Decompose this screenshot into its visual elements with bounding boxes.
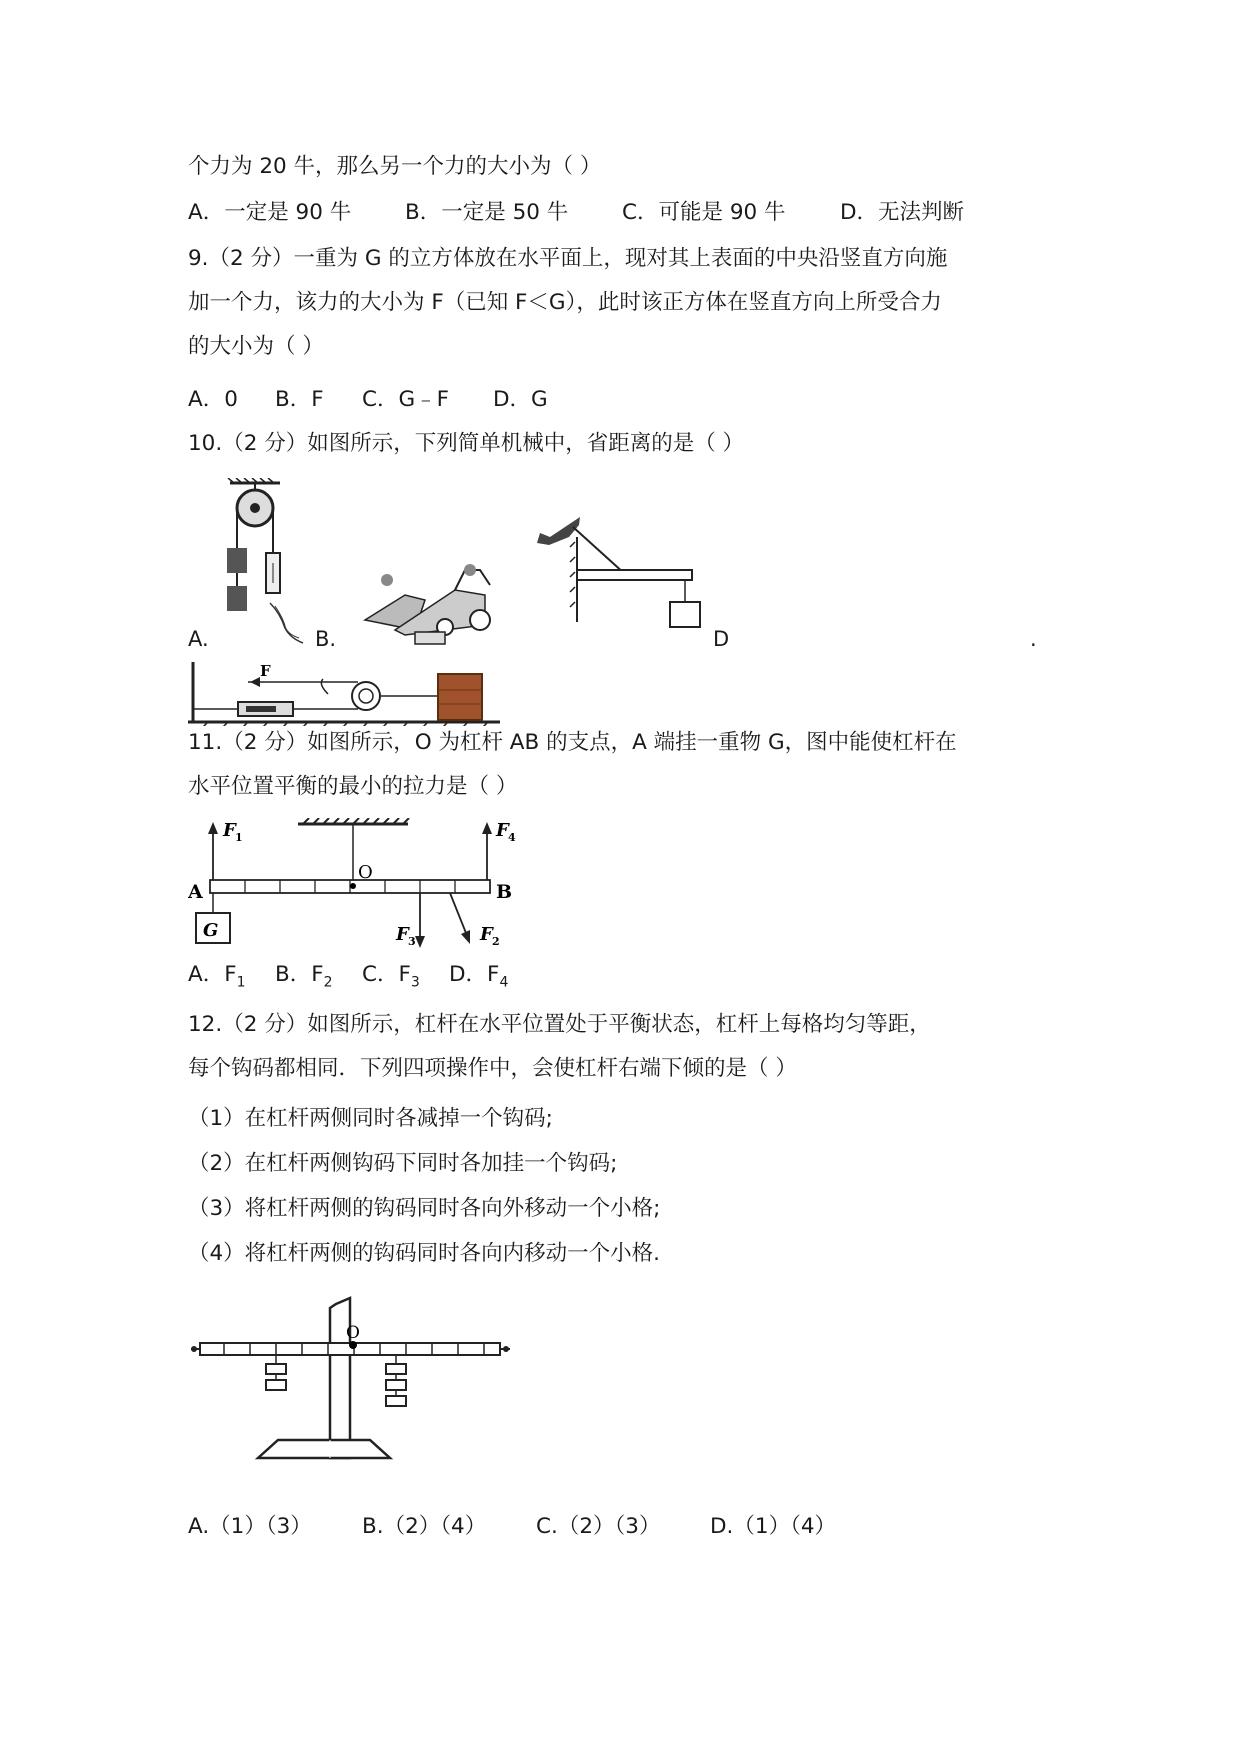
- q11-label-f4-sub: 4: [508, 831, 516, 844]
- q8-stem-end: 个力为 20 牛，那么另一个力的大小为（ ）: [188, 154, 602, 179]
- hand-lever-figure: [535, 512, 710, 647]
- q11-label-b: B: [496, 881, 513, 903]
- q12-item-1: （1）在杠杆两侧同时各减掉一个钩码;: [188, 1106, 553, 1131]
- q10-label-b: B.: [315, 627, 337, 651]
- q10-label-d: D: [713, 627, 730, 651]
- q9-option-d: D．G: [493, 387, 548, 412]
- q12-label-o: O: [346, 1323, 360, 1343]
- q11-option-a: A．$F_1$: [188, 962, 246, 991]
- lever-worker-figure: [355, 560, 505, 645]
- q11-label-f2: F: [480, 924, 493, 945]
- q11-label-g: G: [203, 920, 219, 941]
- q12-option-c: C.（2）（3）: [536, 1514, 661, 1539]
- balance-lever-figure: [188, 1292, 520, 1480]
- q12-item-2: （2）在杠杆两侧钩码下同时各加挂一个钩码;: [188, 1151, 618, 1176]
- q11-line-1: 11.（2 分）如图所示，O 为杠杆 AB 的支点，A 端挂一重物 G，图中能使杠杆在: [188, 730, 957, 755]
- q11-option-c: C．$F_3$: [362, 962, 420, 991]
- q12-item-4: （4）将杠杆两侧的钩码同时各向内移动一个小格.: [188, 1241, 661, 1266]
- q12-option-b: B.（2）（4）: [362, 1514, 487, 1539]
- q8-option-b: B．一定是 50 牛: [405, 200, 569, 225]
- q8-option-a: A．一定是 90 牛: [188, 200, 352, 225]
- pulley-figure: [220, 478, 320, 648]
- q10-line: 10.（2 分）如图所示，下列简单机械中，省距离的是（ ）: [188, 431, 745, 456]
- q9-option-b: B．F: [275, 387, 324, 412]
- lever-ab-figure: [188, 818, 520, 953]
- q11-label-f3-sub: 3: [408, 935, 416, 948]
- q11-label-f1-sub: 1: [235, 831, 243, 844]
- q11-option-d: D．$F_4$: [449, 962, 509, 991]
- q12-item-3: （3）将杠杆两侧的钩码同时各向外移动一个小格;: [188, 1196, 661, 1221]
- q11-option-b: B．$F_2$: [275, 962, 333, 991]
- horizontal-pulley-figure: [188, 662, 500, 726]
- q11-label-f3: F: [396, 924, 409, 945]
- q10-force-label: F: [260, 662, 271, 680]
- q12-option-a: A.（1）（3）: [188, 1514, 312, 1539]
- q9-line-1: 9.（2 分）一重为 G 的立方体放在水平面上，现对其上表面的中央沿竖直方向施: [188, 246, 948, 271]
- q9-option-a: A．0: [188, 387, 238, 412]
- q9-line-3: 的大小为（ ）: [188, 334, 324, 359]
- q11-line-2: 水平位置平衡的最小的拉力是（ ）: [188, 774, 518, 799]
- q11-label-o: O: [358, 862, 373, 883]
- q11-label-a: A: [188, 881, 203, 903]
- q12-option-d: D.（1）（4）: [710, 1514, 836, 1539]
- q11-label-f4: F: [496, 820, 509, 841]
- q11-label-f2-sub: 2: [492, 935, 500, 948]
- q8-option-c: C．可能是 90 牛: [622, 200, 786, 225]
- q10-period: .: [1030, 627, 1037, 651]
- q9-option-c: C．G﹣F: [362, 387, 450, 412]
- q12-line-2: 每个钩码都相同．下列四项操作中，会使杠杆右端下倾的是（ ）: [188, 1056, 797, 1081]
- q11-label-f1: F: [223, 820, 236, 841]
- q8-option-d: D．无法判断: [840, 200, 965, 225]
- q9-line-2: 加一个力，该力的大小为 F（已知 F＜G），此时该正方体在竖直方向上所受合力: [188, 290, 942, 315]
- q10-label-a: A.: [188, 627, 209, 651]
- q12-line-1: 12.（2 分）如图所示，杠杆在水平位置处于平衡状态，杠杆上每格均匀等距，: [188, 1012, 931, 1037]
